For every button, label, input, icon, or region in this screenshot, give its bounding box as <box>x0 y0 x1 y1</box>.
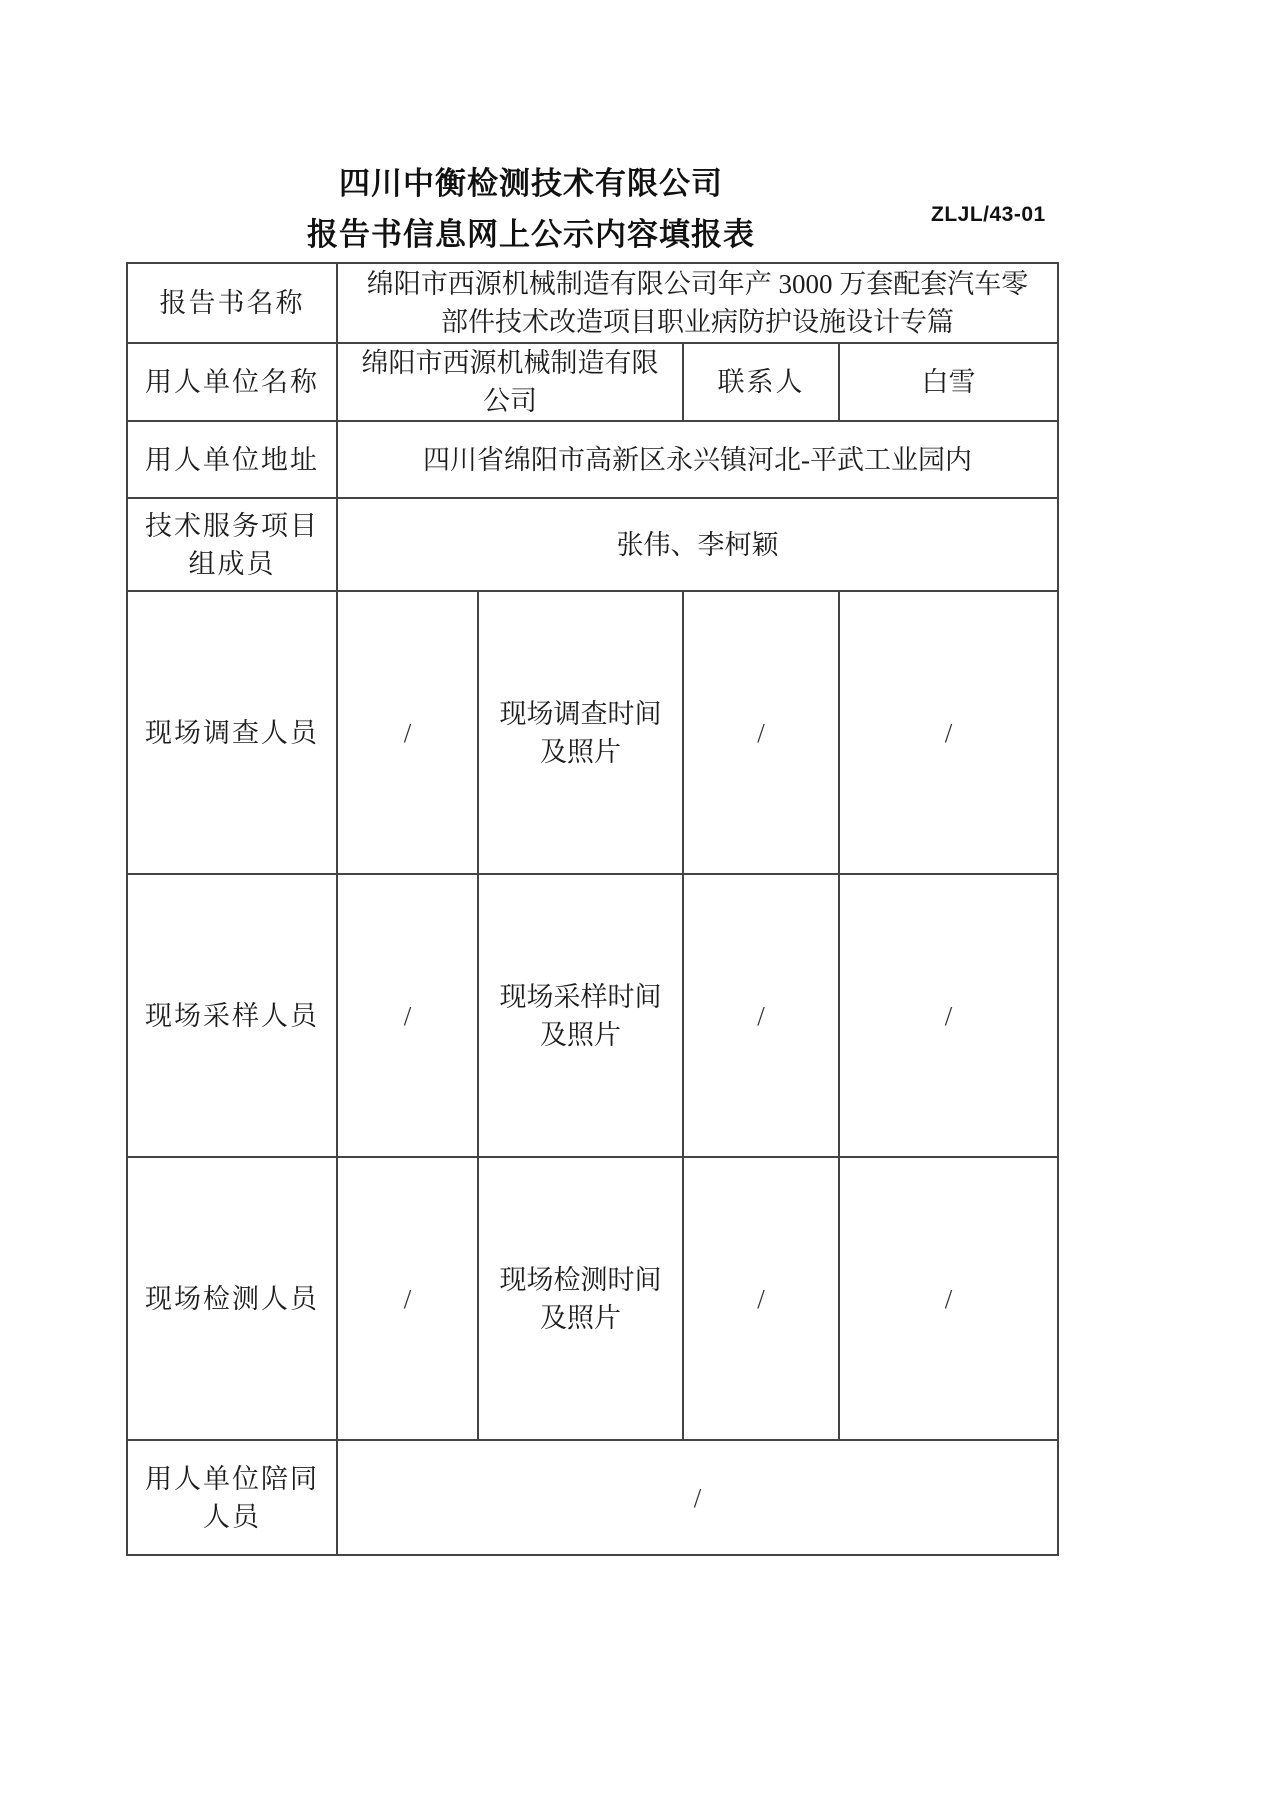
site-sampling-label: 现场采样人员 <box>127 874 337 1157</box>
site-survey-time-label: 现场调查时间 及照片 <box>478 591 683 874</box>
row-accompanying <box>127 1440 1058 1555</box>
site-sampling-time-label: 现场采样时间 及照片 <box>478 874 683 1157</box>
form-title: 报告书信息网上公示内容填报表 <box>307 217 755 252</box>
row-site-testing <box>127 1157 1058 1440</box>
row-report-name <box>127 263 1058 343</box>
site-testing-time-value: / <box>683 1157 839 1440</box>
contact-value: 白雪 <box>839 343 1058 421</box>
site-testing-label: 现场检测人员 <box>127 1157 337 1440</box>
report-name-label: 报告书名称 <box>127 263 337 343</box>
employer-address-label: 用人单位地址 <box>127 421 337 498</box>
site-sampling-photo-value: / <box>839 874 1058 1157</box>
row-team-members <box>127 498 1058 591</box>
accompanying-value: / <box>337 1440 1058 1555</box>
employer-name-value: 绵阳市西源机械制造有限 公司 <box>337 343 683 421</box>
site-survey-person: / <box>337 591 478 874</box>
contact-label: 联系人 <box>683 343 839 421</box>
site-sampling-time-value: / <box>683 874 839 1157</box>
site-survey-time-value: / <box>683 591 839 874</box>
report-name-value: 绵阳市西源机械制造有限公司年产 3000 万套配套汽车零 部件技术改造项目职业病防护设施设计专篇 <box>337 263 1058 343</box>
row-site-sampling <box>127 874 1058 1157</box>
site-testing-time-label: 现场检测时间 及照片 <box>478 1157 683 1440</box>
report-info-table <box>126 262 1059 1556</box>
row-site-survey <box>127 591 1058 874</box>
accompanying-label: 用人单位陪同 人员 <box>127 1440 337 1555</box>
team-members-value: 张伟、李柯颖 <box>337 498 1058 591</box>
employer-name-label: 用人单位名称 <box>127 343 337 421</box>
employer-address-value: 四川省绵阳市高新区永兴镇河北-平武工业园内 <box>337 421 1058 498</box>
site-survey-photo-value: / <box>839 591 1058 874</box>
form-code: ZLJL/43-01 <box>931 203 1046 226</box>
team-members-label: 技术服务项目 组成员 <box>127 498 337 591</box>
site-sampling-person: / <box>337 874 478 1157</box>
site-testing-person: / <box>337 1157 478 1440</box>
site-testing-photo-value: / <box>839 1157 1058 1440</box>
row-employer-name <box>127 343 1058 421</box>
row-employer-address <box>127 421 1058 498</box>
company-title: 四川中衡检测技术有限公司 <box>339 166 723 201</box>
site-survey-label: 现场调查人员 <box>127 591 337 874</box>
